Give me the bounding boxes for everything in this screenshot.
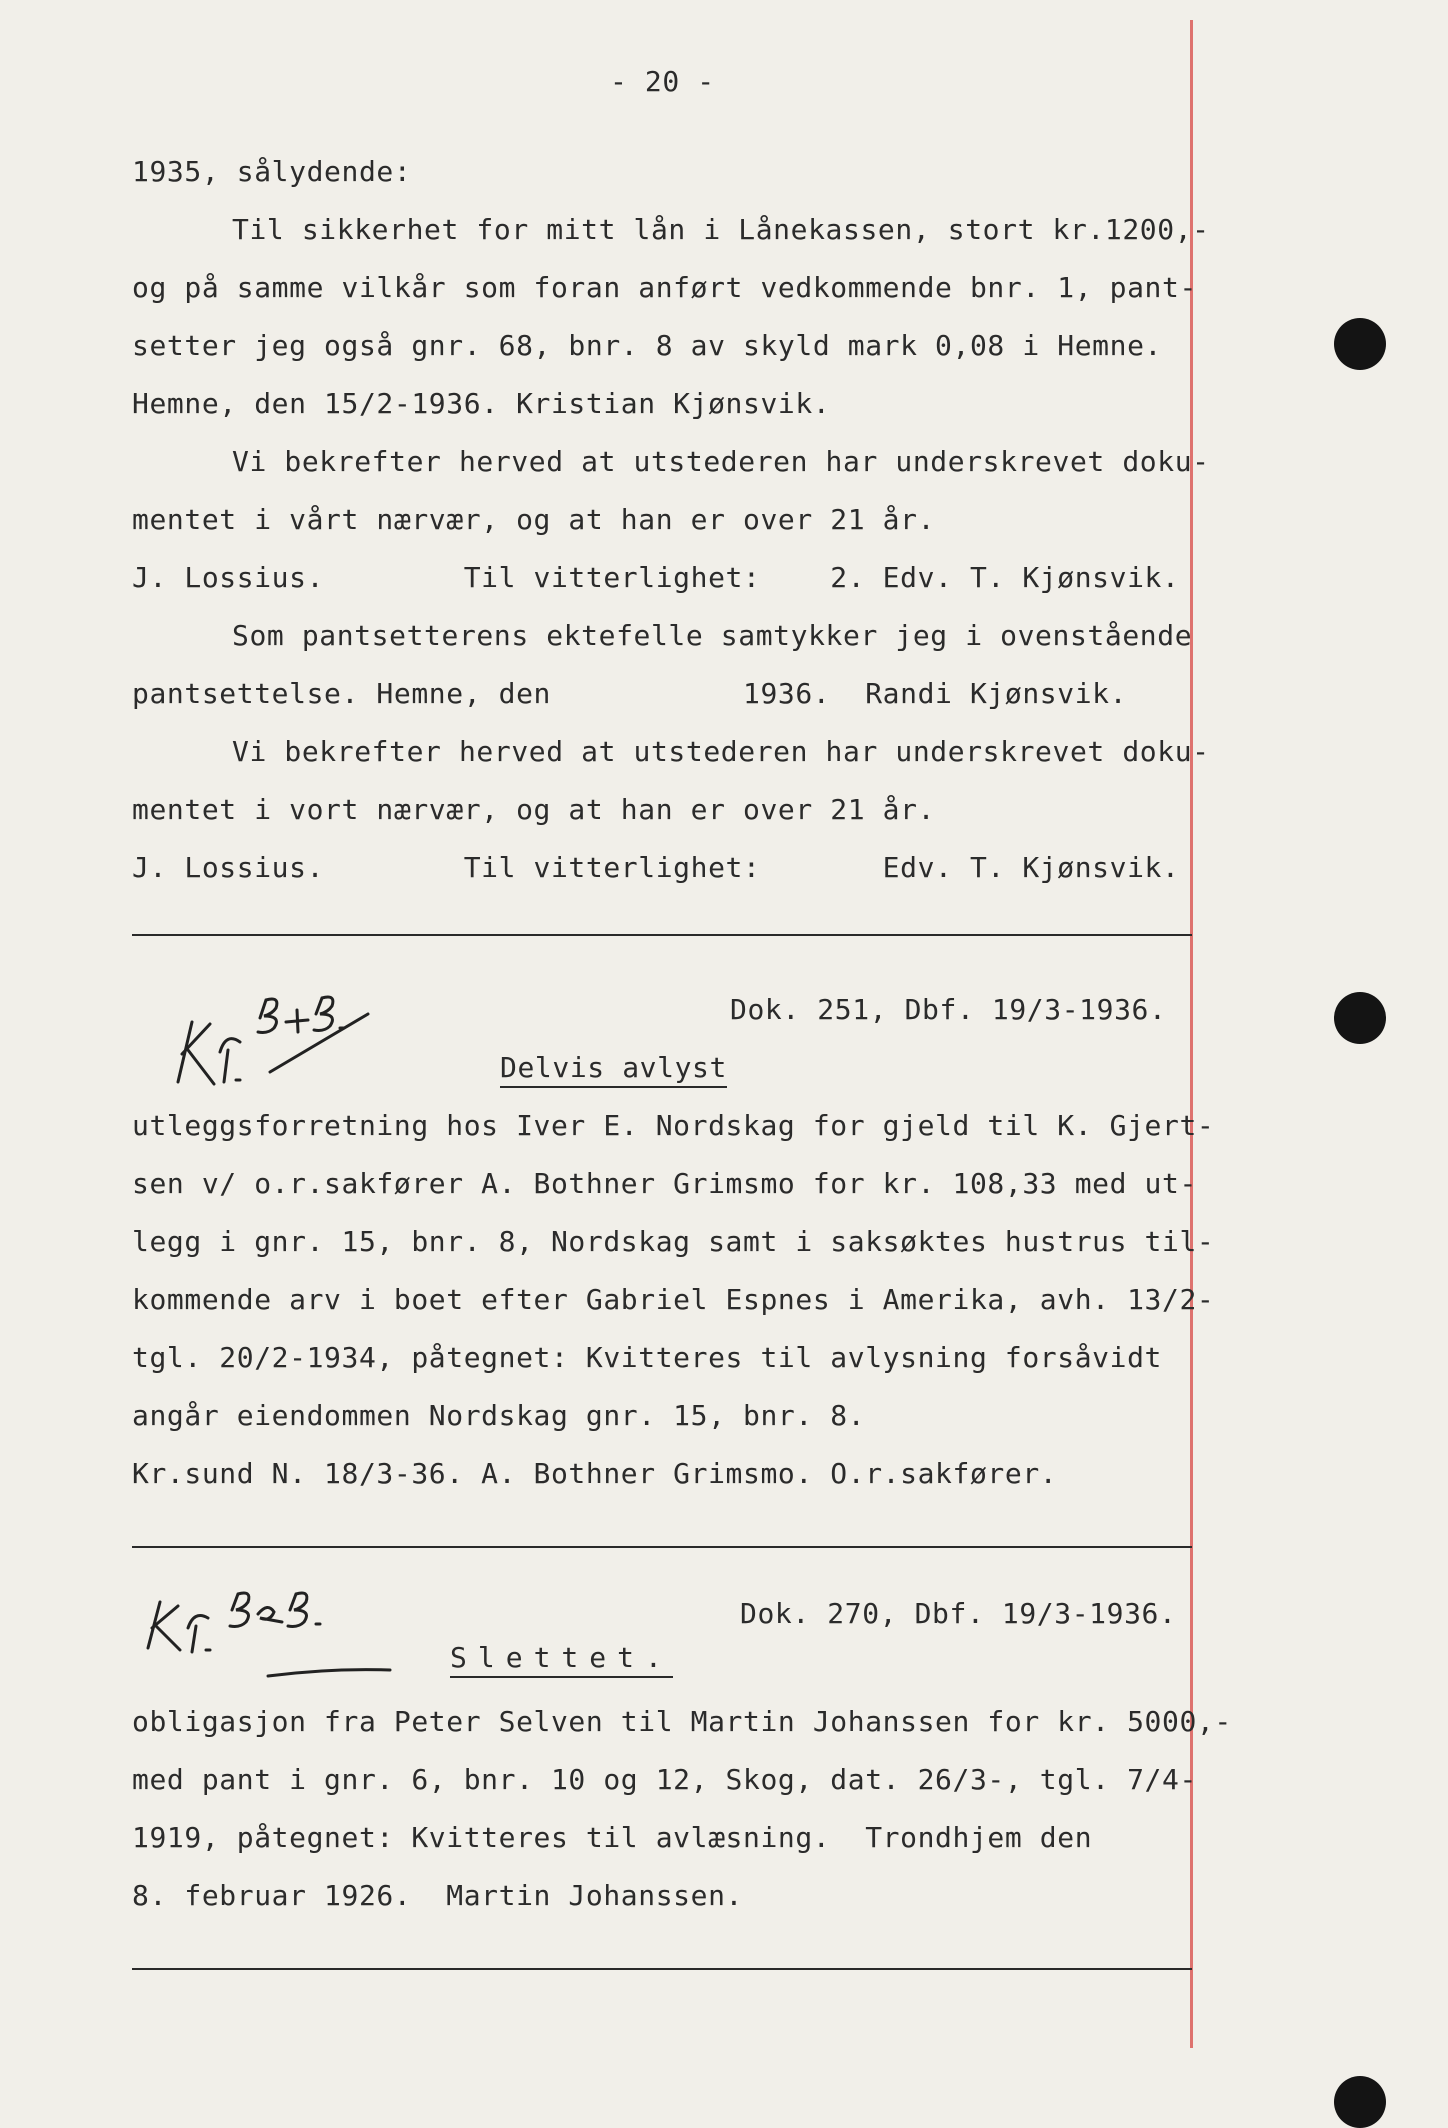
text-line: J. Lossius. Til vitterlighet: Edv. T. Kjønsvik. [132, 851, 1180, 884]
text-line: med pant i gnr. 6, bnr. 10 og 12, Skog, dat. 26/3-, tgl. 7/4- [132, 1763, 1197, 1796]
text-line: Vi bekrefter herved at utstederen har underskrevet doku- [232, 445, 1210, 478]
text-line: mentet i vårt nærvær, og at han er over 21 år. [132, 503, 936, 536]
text-line: Vi bekrefter herved at utstederen har underskrevet doku- [232, 735, 1210, 768]
text-line: legg i gnr. 15, bnr. 8, Nordskag samt i saksøktes hustrus til- [132, 1225, 1215, 1258]
handwritten-note-251-text: Kfr. B+B. [170, 1098, 176, 1099]
text-line: setter jeg også gnr. 68, bnr. 8 av skyld mark 0,08 i Hemne. [132, 329, 1162, 362]
text-line: 1935, sålydende: [132, 155, 412, 188]
punch-hole-top [1334, 318, 1386, 370]
text-line: kommende arv i boet efter Gabriel Espnes i Amerika, avh. 13/2- [132, 1283, 1215, 1316]
section-divider [132, 934, 1192, 936]
text-line: og på samme vilkår som foran anført vedkommende bnr. 1, pant- [132, 271, 1197, 304]
text-line: Som pantsetterens ektefelle samtykker jeg i ovenstående [232, 619, 1193, 652]
text-line: utleggsforretning hos Iver E. Nordskag for gjeld til K. Gjert- [132, 1109, 1215, 1142]
text-line: obligasjon fra Peter Selven til Martin Johanssen for kr. 5000,- [132, 1705, 1232, 1738]
handwritten-note-270 [140, 1588, 420, 1688]
text-line: Til sikkerhet for mitt lån i Lånekassen, stort kr.1200,- [232, 213, 1210, 246]
text-line: pantsettelse. Hemne, den 1936. Randi Kjønsvik. [132, 677, 1128, 710]
text-line: sen v/ o.r.sakfører A. Bothner Grimsmo for kr. 108,33 med ut- [132, 1167, 1197, 1200]
text-line: mentet i vort nærvær, og at han er over 21 år. [132, 793, 936, 826]
text-line: Kr.sund N. 18/3-36. A. Bothner Grimsmo. O.r.sakfører. [132, 1457, 1058, 1490]
text-line: 8. februar 1926. Martin Johanssen. [132, 1879, 744, 1912]
text-line: Hemne, den 15/2-1936. Kristian Kjønsvik. [132, 387, 831, 420]
punch-hole-bottom [1334, 2076, 1386, 2128]
doc-ref-270: Dok. 270, Dbf. 19/3-1936. [740, 1597, 1177, 1630]
text-line: tgl. 20/2-1934, påtegnet: Kvitteres til avlysning forsåvidt [132, 1341, 1162, 1374]
margin-line [1190, 20, 1193, 2048]
section-divider [132, 1968, 1192, 1970]
status-heading-251: Delvis avlyst [500, 1052, 727, 1088]
punch-hole-middle [1334, 992, 1386, 1044]
text-line: angår eiendommen Nordskag gnr. 15, bnr. 8. [132, 1399, 866, 1432]
text-line: 1919, påtegnet: Kvitteres til avlæsning. Trondhjem den [132, 1821, 1093, 1854]
page-number: - 20 - [610, 65, 715, 98]
handwritten-note-251 [170, 992, 390, 1102]
status-heading-270: Slettet. [450, 1642, 673, 1678]
handwritten-note-270-text: Kfr. B+B. [140, 1686, 146, 1687]
doc-ref-251: Dok. 251, Dbf. 19/3-1936. [730, 993, 1167, 1026]
text-line: J. Lossius. Til vitterlighet: 2. Edv. T. Kjønsvik. [132, 561, 1180, 594]
section-divider [132, 1546, 1192, 1548]
